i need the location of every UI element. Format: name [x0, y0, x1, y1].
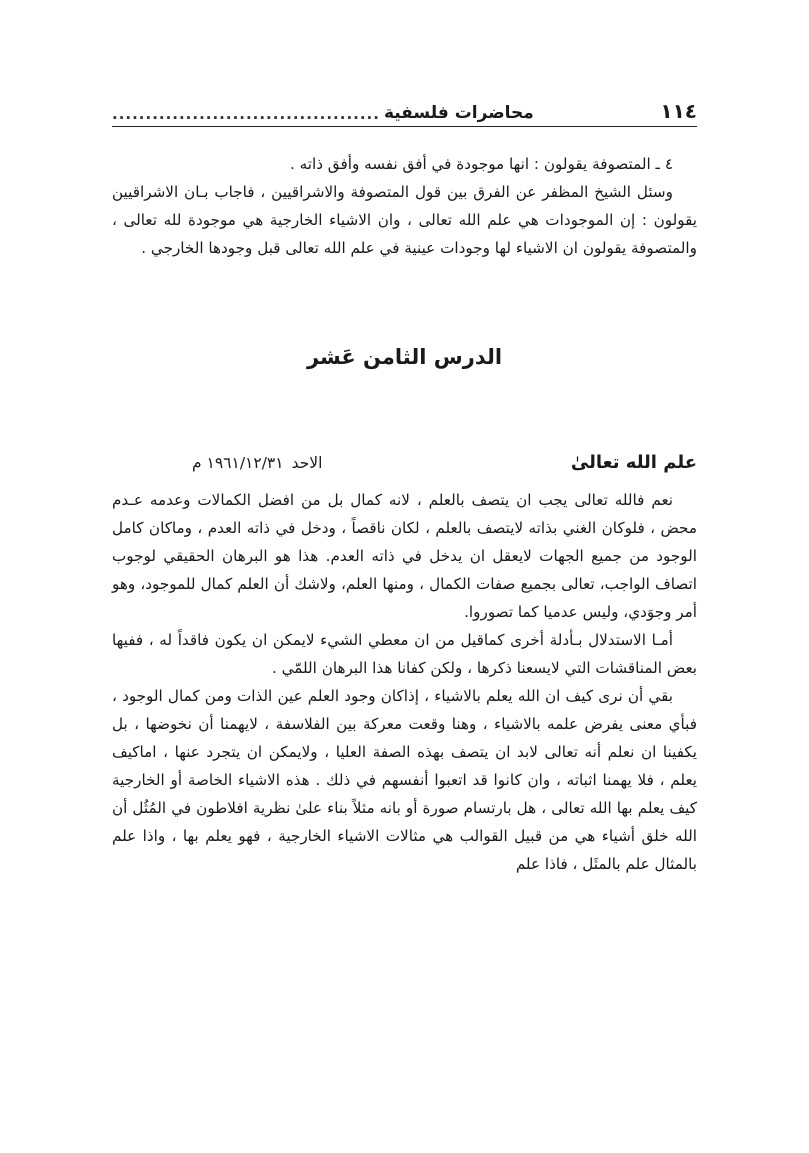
lecture-day: الاحد	[291, 454, 323, 472]
paragraph-1: نعم فالله تعالى يجب ان يتصف بالعلم ، لانه كمال بل من افضل الكمالات وعدمه عـدم محض ، فلوكان الغني بذاته لايتصف بالعلم ، لكان ناقصاً ، ودخل في ذاته العدم ، وماكان كامل الوجود من جميع الجهات لايعقل ان يدخل في ذاته العدم. هذا هو البرهان الحقيقي لوجوب اتصاف الواجب، تعالى بجميع صفات الكمال ، ومنها العلم، ولاشك أن العلم كمال للموجود، وهو أمر وجوَدي، وليس عدميا كما تصوروا.	[112, 491, 697, 621]
page-number: ١١٤	[660, 99, 697, 123]
paragraph-3: بقي أن نرى كيف ان الله يعلم بالاشياء ، إذاكان وجود العلم عين الذات ومن كمال الوجود ، فبأي معنى يفرض علمه بالاشياء ، وهنا وقعت معركة بين الفلاسفة ، لايهمنا أن نخوضها ، بل يكفينا ان نعلم أنه تعالى لابد ان يتصف بهذه الصفة العليا ، ولايمكن ان يتجرد عنها ، اماكيف يعلم ، فلا يهمنا اثباته ، وان كانوا قد اتعبوا أنفسهم في ذلك . هذه الاشياء الخاصة أو الخارجية كيف يعلم بها الله تعالى ، هل بارتسام صورة أو بانه مثلاً بناء علىٰ نظرية افلاطون في المُثُل أن الله خلق أشياء هي من قبيل القوالب هي مثالات الاشياء الخارجية ، فهو يعلم بها ، واذا علم بالمثال علم بالمثَل ، فاذا علم	[112, 687, 697, 873]
section-heading-row	[112, 452, 697, 473]
running-title: محاضرات فلسفية	[383, 103, 534, 123]
section-heading: علم الله تعالىٰ	[570, 452, 697, 473]
lecture-date	[192, 454, 322, 472]
lecture-date-value: ١٩٦١/١٢/٣١ م	[192, 454, 284, 472]
running-title-group	[112, 103, 534, 126]
intro-paragraph: وسئل الشيخ المظفر عن الفرق بين قول المتصوفة والاشراقيين ، فاجاب بـان الاشراقيين يقولون : إن الموجودات هي علم الله تعالى ، وان الاشياء الخارجية هي موجودة لله تعالى ، والمتصوفة يقولون ان الاشياء لها وجودات عينية في علم الله تعالى قبل وجودها الخارجي .	[112, 183, 697, 257]
leader-dots: ........................................	[112, 105, 380, 123]
paragraph-2: أمـا الاستدلال بـأدلة أخرى كماقيل من ان معطي الشيء لايمكن ان يكون فاقداً له ، ففيها بعض المناقشات التي لايسعنا ذكرها ، ولكن كفانا هذا البرهان اللمّي .	[112, 631, 697, 677]
main-text-block	[112, 486, 697, 878]
intro-block	[112, 150, 697, 262]
page-header	[112, 92, 697, 127]
lesson-title: الدرس الثامن عَشر	[306, 345, 503, 369]
list-item-4: ٤ ـ المتصوفة يقولون : انها موجودة في أفق نفسه وأفق ذاته .	[289, 155, 673, 173]
